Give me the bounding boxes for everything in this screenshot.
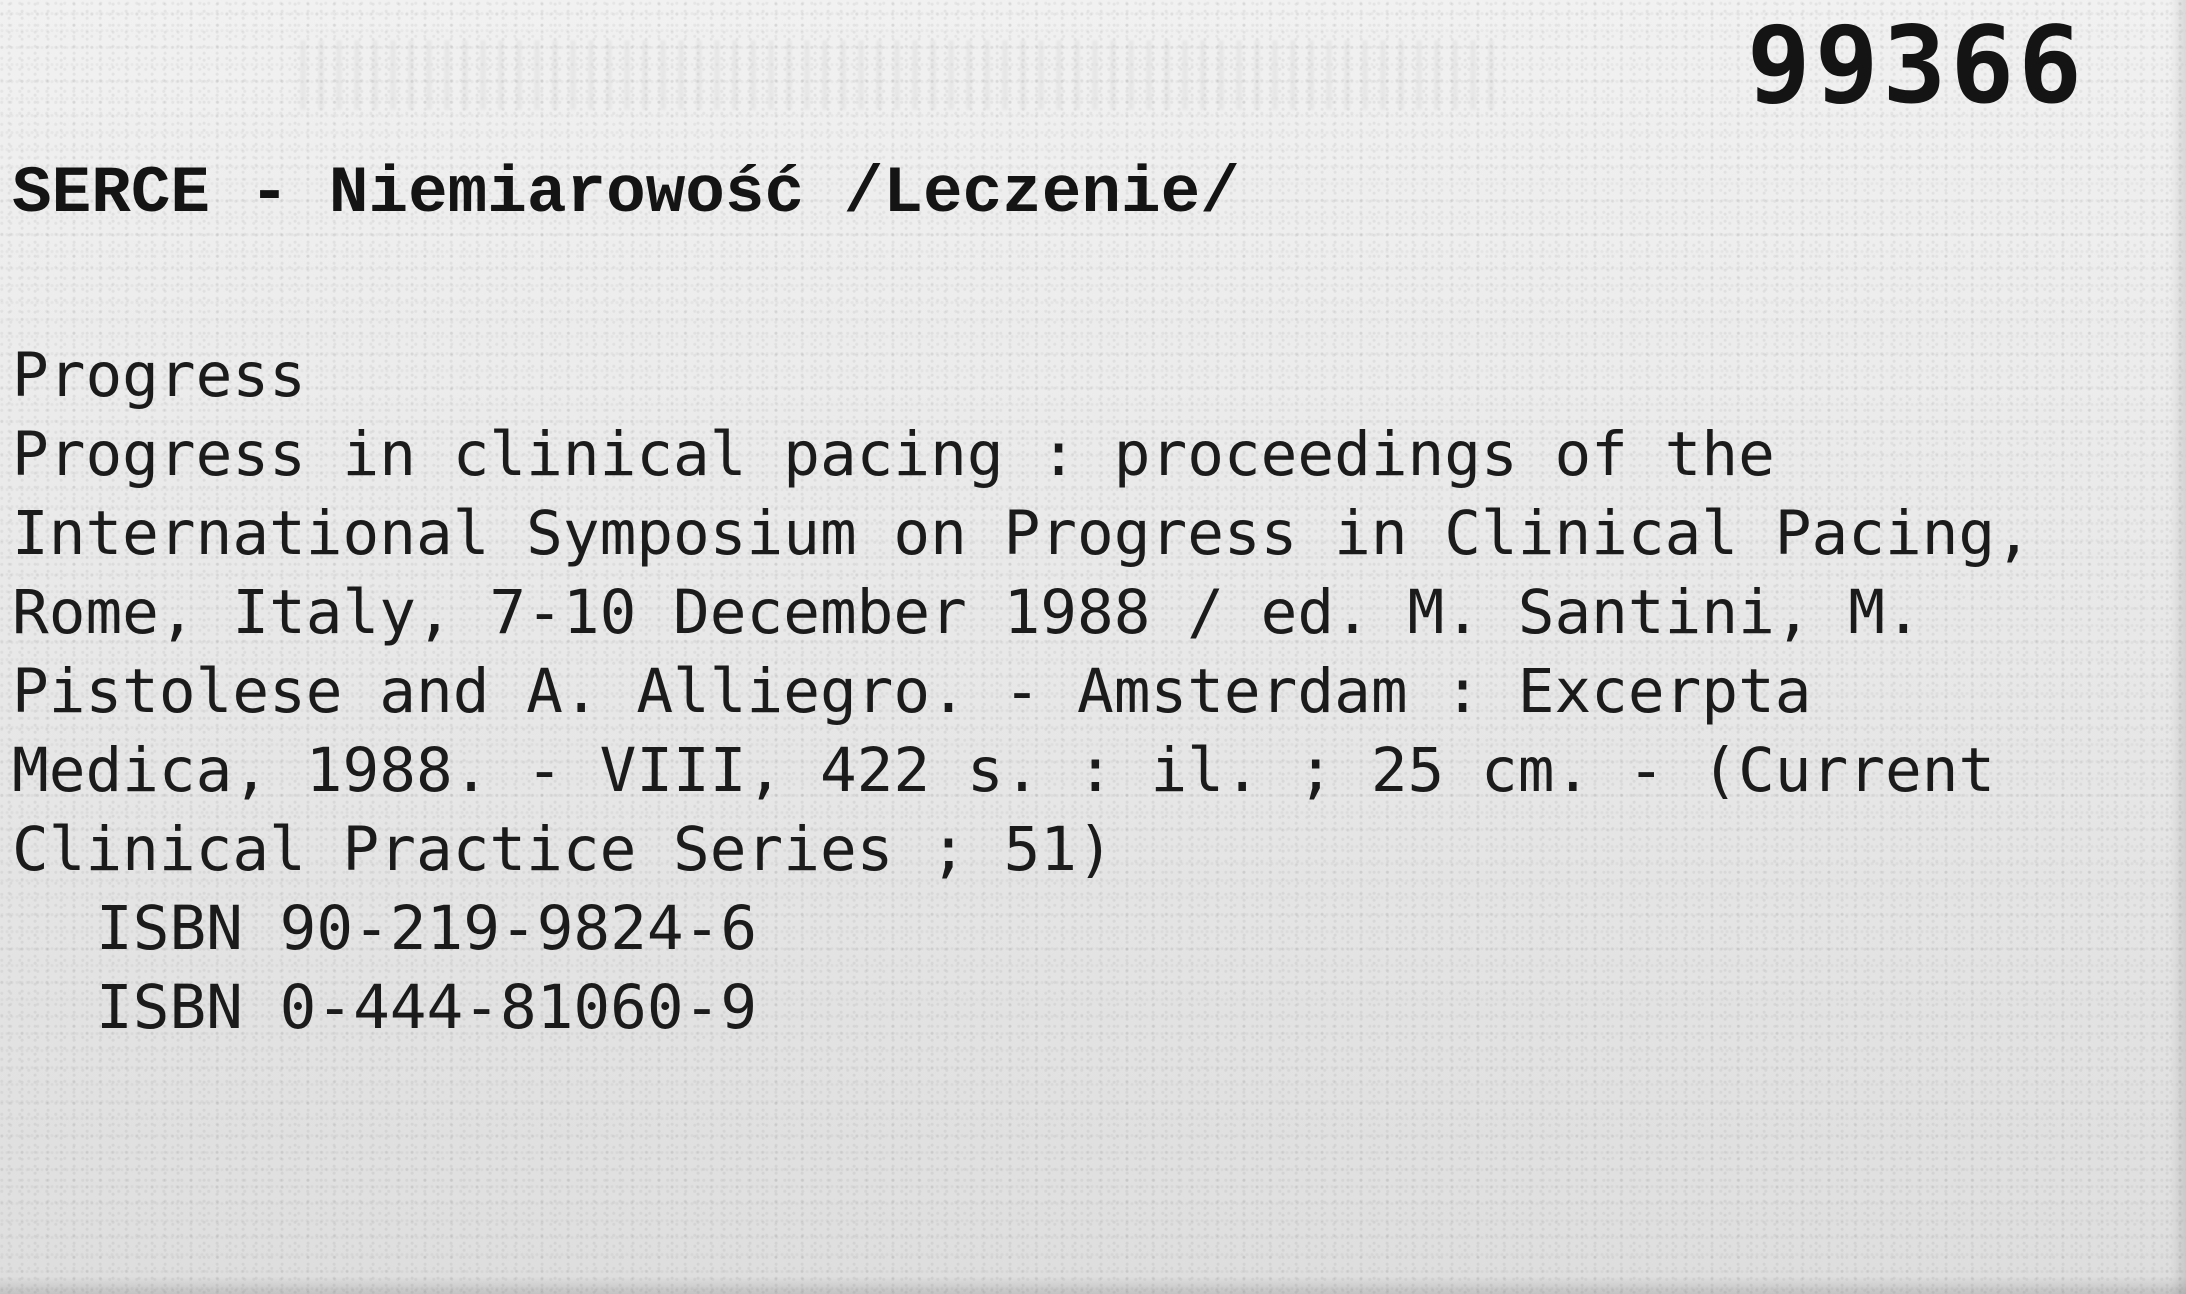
main-entry: Progress <box>12 340 306 411</box>
card-bottom-shadow <box>0 1276 2186 1294</box>
description-line: Medica, 1988. - VIII, 422 s. : il. ; 25 cm. - (Current <box>12 735 1996 806</box>
isbn-line: ISBN 0-444-81060-9 <box>96 972 758 1043</box>
subject-heading: SERCE - Niemiarowość /Leczenie/ <box>12 156 1240 231</box>
description-line: Rome, Italy, 7-10 December 1988 / ed. M. Santini, M. <box>12 577 1922 648</box>
faded-typed-text-smudge <box>300 40 1500 110</box>
description-line: Pistolese and A. Alliegro. - Amsterdam : Excerpta <box>12 656 1812 727</box>
card-number: 99366 <box>1746 4 2086 127</box>
description-line: Progress in clinical pacing : proceedings of the <box>12 419 1775 490</box>
card-edge-shadow <box>2170 0 2186 1294</box>
description-line: Clinical Practice Series ; 51) <box>12 814 1114 885</box>
isbn-line: ISBN 90-219-9824-6 <box>96 893 758 964</box>
bibliographic-entry <box>12 336 2032 1047</box>
description-line: International Symposium on Progress in Clinical Pacing, <box>12 498 2032 569</box>
